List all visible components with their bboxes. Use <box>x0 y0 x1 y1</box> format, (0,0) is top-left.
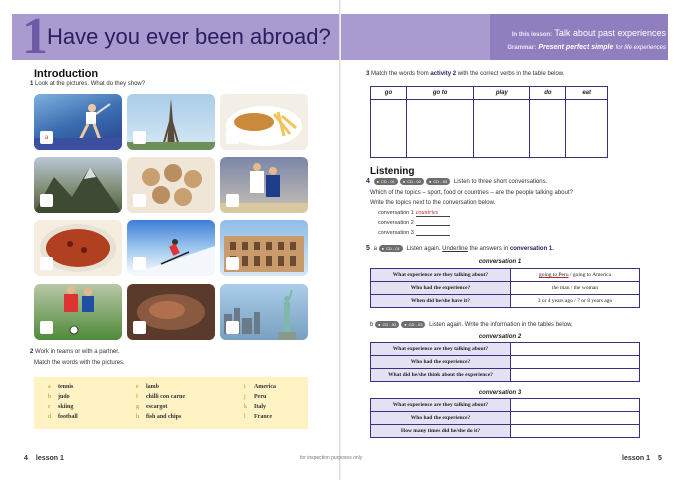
cd-track-badge[interactable]: ● CD - 03 <box>401 321 425 328</box>
exercise-5b-instruction: b ● CD - 02● CD - 03 Listen again. Write the information in the tables below. <box>370 321 573 328</box>
exercise-1-number: 1 <box>30 81 34 87</box>
question-cell: How many times did he/she do it? <box>371 425 511 438</box>
photo-statue-of-liberty <box>220 284 308 340</box>
verb-header: play <box>474 87 530 100</box>
photo-eiffel-tower <box>127 94 215 150</box>
question-cell: What experience are they talking about? <box>371 343 511 356</box>
exercise-5a-instruction: 5 a ● CD - 01 Listen again. Underline the answers in conversation 1. <box>366 245 554 252</box>
answer-cell[interactable] <box>511 343 640 356</box>
answer-cell[interactable] <box>511 356 640 369</box>
word-item: judo <box>58 394 70 400</box>
cd-track-badge[interactable]: ● CD - 02 <box>375 321 399 328</box>
photo-judo <box>220 157 308 213</box>
question-cell: Who had the experience? <box>371 412 511 425</box>
exercise-1-instruction <box>30 81 145 87</box>
answer-box-4[interactable] <box>40 194 53 207</box>
footer-right <box>614 455 662 462</box>
answer-box-11[interactable] <box>133 321 146 334</box>
photo-skiing <box>127 220 215 276</box>
question-cell: When did he/she have it? <box>371 295 511 308</box>
verb-cell[interactable] <box>371 100 407 158</box>
answer-box-7[interactable] <box>40 257 53 270</box>
word-item: skiing <box>58 404 74 410</box>
listening-heading: Listening <box>370 166 415 177</box>
answer-cell[interactable] <box>511 425 640 438</box>
answer-box-5[interactable] <box>133 194 146 207</box>
verb-cell[interactable] <box>474 100 530 158</box>
question-cell: What experience are they talking about? <box>371 269 511 282</box>
answer-box-6[interactable] <box>226 194 239 207</box>
in-this-lesson-label: In this lesson: <box>511 32 553 38</box>
answer-box-10[interactable] <box>40 321 53 334</box>
word-item: football <box>58 414 78 420</box>
conversation-3-table <box>370 398 640 438</box>
verb-header: do <box>530 87 566 100</box>
grammar-focus: Present perfect simple <box>538 44 614 51</box>
exercise-2-instruction <box>30 349 120 355</box>
exercise-5-number: 5 <box>366 245 370 253</box>
footer-lesson-left: lesson 1 <box>35 455 64 462</box>
exercise-4-question: Which of the topics – sport, food or countries – are the people talking about? <box>370 190 573 196</box>
question-cell: Who had the experience? <box>371 282 511 295</box>
word-item: tennis <box>58 384 74 390</box>
cd-track-badge[interactable]: ● CD - 02 <box>400 178 424 185</box>
conversation-2-line: conversation 2 <box>378 220 450 226</box>
answer-cell[interactable]: going to Peru / going to America <box>511 269 640 282</box>
word-column-2: e lamb f chilli con carne g escargot h fish and chips <box>136 384 185 420</box>
answer-box-8[interactable] <box>133 257 146 270</box>
word-item: chilli con carne <box>146 394 185 400</box>
page-number-right: 5 <box>658 455 662 462</box>
conversation-3-answer[interactable] <box>416 230 450 236</box>
answer-cell[interactable]: 3 or 4 years ago / 7 or 8 years ago <box>511 295 640 308</box>
exercise-4-instruction: 4 ● CD - 01● CD - 02● CD - 03 Listen to three short conversations. <box>366 178 547 185</box>
exercise-4-number: 4 <box>366 178 370 186</box>
cd-track-badge[interactable]: ● CD - 01 <box>374 178 398 185</box>
lesson-summary <box>496 27 666 54</box>
conversation-3-line: conversation 3 <box>378 230 450 236</box>
photo-steak <box>127 284 215 340</box>
conversation-1-table <box>370 268 640 308</box>
word-item: America <box>254 384 276 390</box>
conversation-1-answer[interactable]: countries <box>416 210 450 217</box>
in-this-lesson-text: Talk about past experiences <box>554 28 666 38</box>
photo-chilli-con-carne <box>34 220 122 276</box>
exercise-3-number: 3 <box>366 71 370 77</box>
verb-header: go to <box>406 87 473 100</box>
conversation-3-title: conversation 3 <box>478 390 522 396</box>
question-cell: Who had the experience? <box>371 356 511 369</box>
answer-box-12[interactable] <box>226 321 239 334</box>
photo-colosseum <box>220 220 308 276</box>
answer-box-9[interactable] <box>226 257 239 270</box>
answer-cell[interactable]: the man / the woman <box>511 282 640 295</box>
word-item: Peru <box>254 394 267 400</box>
page-number-left: 4 <box>24 455 28 462</box>
exercise-2-subinstruction: Match the words with the pictures. <box>34 360 125 366</box>
conversation-2-title: conversation 2 <box>478 334 522 340</box>
photo-tennis <box>34 94 122 150</box>
answer-cell[interactable] <box>511 369 640 382</box>
word-item: fish and chips <box>146 414 182 420</box>
verb-header: go <box>371 87 407 100</box>
exercise-1-text: Look at the pictures. What do they show? <box>35 81 146 87</box>
word-item: France <box>254 414 272 420</box>
photo-escargot <box>127 157 215 213</box>
photo-mountains <box>34 157 122 213</box>
footer-lesson-right: lesson 1 <box>622 455 651 462</box>
conversation-2-answer[interactable] <box>416 220 450 226</box>
verb-table <box>370 86 608 158</box>
word-column-3: i America j Peru k Italy l France <box>244 384 276 420</box>
exercise-4-write: Write the topics next to the conversation below. <box>370 200 496 206</box>
cd-track-badge[interactable]: ● CD - 01 <box>379 245 403 252</box>
word-item: lamb <box>146 384 160 390</box>
conversation-1-title: conversation 1 <box>478 259 522 265</box>
conversation-1-line: conversation 1 countries <box>378 210 450 217</box>
lesson-title: Have you ever been abroad? <box>47 24 331 49</box>
exercise-2-text: Work in teams or with a partner. <box>35 349 120 355</box>
word-item: escargot <box>146 404 168 410</box>
word-column-1: a tennis b judo c skiing d football <box>48 384 78 420</box>
footer-watermark: for inspection purposes only <box>300 455 363 461</box>
grammar-label: Grammar: <box>507 45 537 51</box>
answer-cell[interactable] <box>511 412 640 425</box>
word-item: Italy <box>254 404 266 410</box>
footer-left <box>24 455 72 462</box>
photo-fish-and-chips <box>220 94 308 150</box>
verb-cell[interactable] <box>566 100 608 158</box>
word-bank <box>34 377 308 429</box>
answer-box-2[interactable] <box>133 131 146 144</box>
question-cell: What experience are they talking about? <box>371 399 511 412</box>
conversation-2-table <box>370 342 640 382</box>
answer-box-1[interactable]: a <box>40 131 53 144</box>
photo-football <box>34 284 122 340</box>
exercise-2-number: 2 <box>30 349 34 355</box>
answer-cell[interactable] <box>511 399 640 412</box>
verb-cell[interactable] <box>530 100 566 158</box>
grammar-detail: for life experiences <box>615 45 666 51</box>
introduction-heading: Introduction <box>34 68 99 80</box>
cd-track-badge[interactable]: ● CD - 03 <box>426 178 450 185</box>
verb-header: eat <box>566 87 608 100</box>
book-spine <box>339 0 341 480</box>
answer-box-3[interactable] <box>226 131 239 144</box>
verb-cell[interactable] <box>406 100 473 158</box>
exercise-3-instruction: 3 Match the words from activity 2 with the correct verbs in the table below. <box>366 71 565 77</box>
question-cell: What did he/she think about the experience? <box>371 369 511 382</box>
lesson-number: 1 <box>22 8 48 65</box>
